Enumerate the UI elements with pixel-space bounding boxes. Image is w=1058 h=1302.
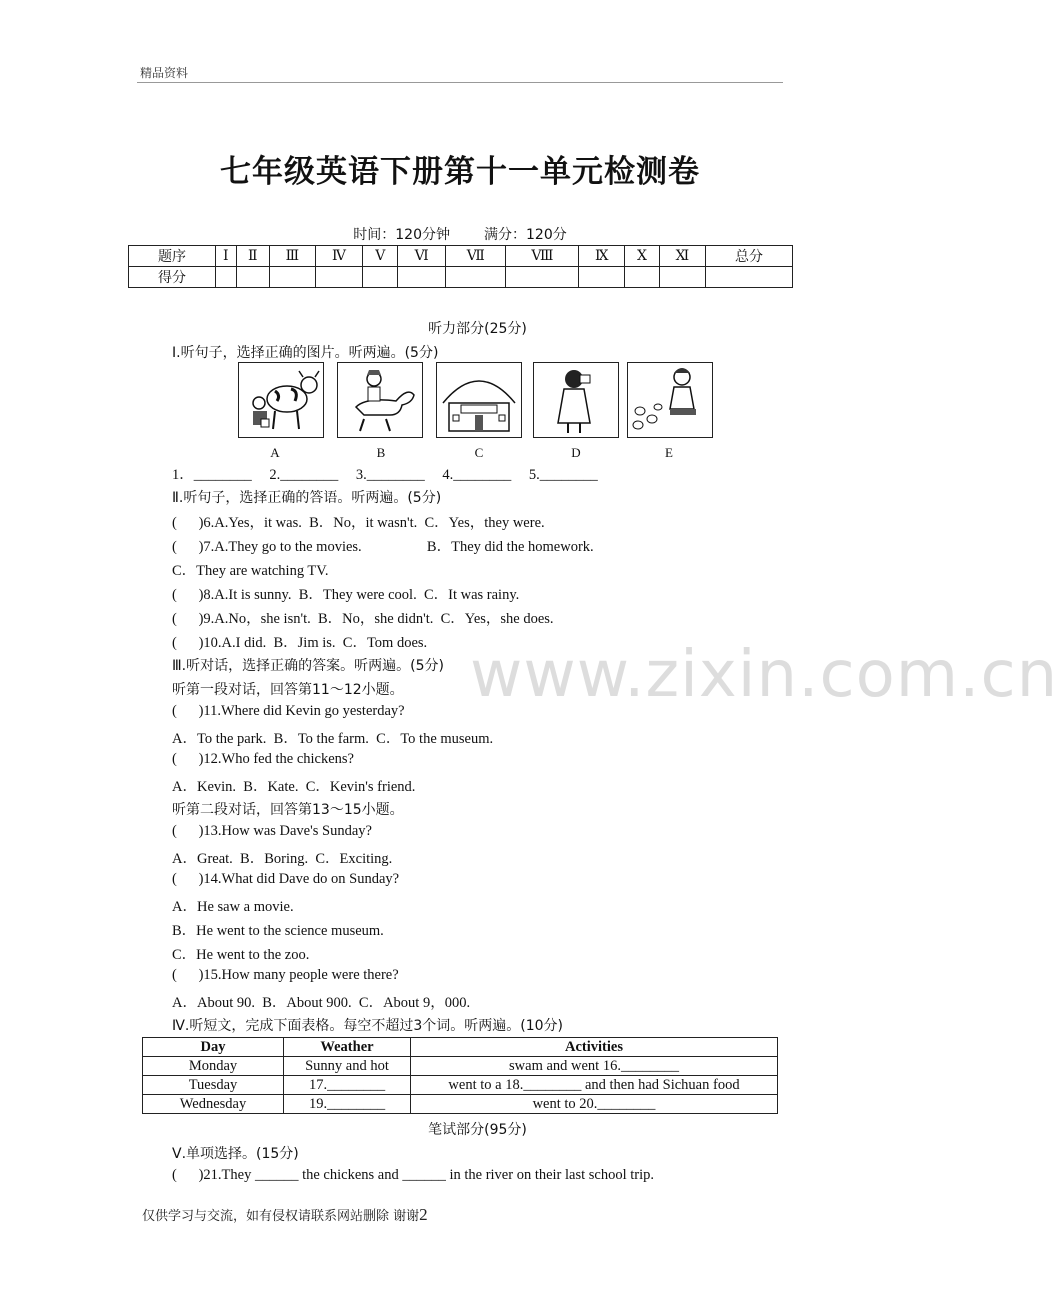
col-header-activities: Activities [411,1038,778,1057]
question-line: A．Kevin. B．Kate. C．Kevin's friend. [172,779,416,795]
picture-label-e: E [665,445,673,460]
table-cell: Monday [143,1057,284,1076]
score-cell[interactable] [236,267,269,288]
question-line: A．Great. B．Boring. C．Exciting. [172,851,393,867]
score-table-col-header: 总分 [706,246,793,267]
question-line: ( )21.They ______ the chickens and ______ in the river on their last school trip. [172,1167,655,1183]
question-line: ( )7.A.They go to the movies. B．They did the homework. [172,539,594,555]
picture-label-a: A [270,445,280,460]
part5-heading: Ⅴ.单项选择。(15分) [172,1146,299,1162]
question-line: ( )10.A.I did. B．Jim is. C．Tom does. [172,635,428,651]
page-number: 2 [419,1205,428,1224]
written-heading: 笔试部分(95分) [428,1122,527,1138]
question-line: A．To the park. B．To the farm. C．To the museum. [172,731,494,747]
score-cell[interactable] [579,267,625,288]
watermark: www.zixin.com.cn [470,638,1058,712]
header-label: 精品资料 [140,66,189,80]
score-table-col-header: Ⅶ [446,246,506,267]
part2-heading: Ⅱ.听句子，选择正确的答语。听两遍。(5分) [172,490,442,506]
score-header-row [129,246,793,267]
question-line: ( )6.A.Yes，it was. B．No，it wasn't. C．Yes，they were. [172,515,545,531]
score-cell[interactable] [216,267,237,288]
table-row [143,1057,778,1076]
time-limit: 时间：120分钟 [353,227,450,243]
question-line: ( )13.How was Dave's Sunday? [172,823,372,839]
answer-blank-4[interactable]: 4.________ [442,467,512,483]
table-cell[interactable]: 19.________ [284,1095,411,1114]
score-table-col-header: Ⅴ [363,246,398,267]
header-divider [137,82,783,83]
question-line: ( )14.What did Dave do on Sunday? [172,871,400,887]
picture-label-b: B [376,445,386,460]
score-table-col-header: Ⅳ [315,246,362,267]
girl-feeding-chickens-icon [627,362,713,438]
score-table-col-header: Ⅷ [506,246,579,267]
score-table-col-header: Ⅵ [398,246,446,267]
answer-blank-1[interactable]: 1．________ [172,467,252,483]
score-cell[interactable] [446,267,506,288]
full-score: 满分：120分 [484,227,567,243]
table-cell: Sunny and hot [284,1057,411,1076]
question-line: B．He went to the science museum. [172,923,384,939]
score-table-label: 得分 [129,267,216,288]
answer-blank-2[interactable]: 2.________ [269,467,339,483]
picture-label-c: C [474,445,484,460]
score-cell[interactable] [659,267,705,288]
part3-heading: Ⅲ.听对话，选择正确的答案。听两遍。(5分) [172,658,444,674]
activities-header-row [143,1038,778,1057]
col-header-weather: Weather [284,1038,411,1057]
score-cell[interactable] [269,267,315,288]
cow-milking-icon [238,362,324,438]
score-table-col-header: Ⅹ [625,246,660,267]
table-cell[interactable]: swam and went 16.________ [411,1057,778,1076]
score-table-col-header: Ⅱ [236,246,269,267]
table-row [143,1095,778,1114]
activities-table [142,1037,778,1114]
question-line: C．They are watching TV. [172,563,329,579]
score-cell[interactable] [625,267,660,288]
dialogue-instruction: 听第一段对话，回答第11～12小题。 [172,682,404,698]
question-line: C．He went to the zoo. [172,947,310,963]
score-cell[interactable] [506,267,579,288]
table-cell[interactable]: 17.________ [284,1076,411,1095]
boy-riding-horse-icon [337,362,423,438]
score-table-col-header: Ⅸ [579,246,625,267]
question-line: ( )8.A.It is sunny. B．They were cool. C．It was rainy. [172,587,520,603]
score-cell[interactable] [363,267,398,288]
footer-text: 仅供学习与交流，如有侵权请联系网站删除 谢谢 [142,1209,420,1224]
answer-blank-3[interactable]: 3.________ [355,467,425,483]
score-table-col-header: Ⅺ [659,246,705,267]
score-row [129,267,793,288]
table-cell: Tuesday [143,1076,284,1095]
table-row [143,1076,778,1095]
listening-heading: 听力部分(25分) [428,321,527,337]
score-table-col-header: Ⅰ [216,246,237,267]
question-line: A．He saw a movie. [172,899,294,915]
score-table [128,245,793,288]
col-header-day: Day [143,1038,284,1057]
question-line: ( )12.Who fed the chickens? [172,751,354,767]
part1-heading: Ⅰ.听句子，选择正确的图片。听两遍。(5分) [172,345,439,361]
exam-meta [0,224,920,244]
table-cell[interactable]: went to 20.________ [411,1095,778,1114]
answer-blank-5[interactable]: 5.________ [528,467,598,483]
score-cell[interactable] [398,267,446,288]
table-cell: Wednesday [143,1095,284,1114]
picture-label-d: D [571,445,581,460]
score-cell[interactable] [315,267,362,288]
score-table-col-header: Ⅲ [269,246,315,267]
question-line: ( )11.Where did Kevin go yesterday? [172,703,405,719]
museum-building-icon [436,362,522,438]
score-table-label: 题序 [129,246,216,267]
question-line: ( )9.A.No，she isn't. B．No，she didn't. C．Yes，she does. [172,611,554,627]
part1-answer-blanks [172,463,612,484]
question-line: A．About 90. B．About 900. C．About 9，000. [172,995,471,1011]
question-line: ( )15.How many people were there? [172,967,399,983]
girl-taking-photo-icon [533,362,619,438]
part4-heading: Ⅳ.听短文，完成下面表格。每空不超过3个词。听两遍。(10分) [172,1018,564,1034]
page-title: 七年级英语下册第十一单元检测卷 [220,154,700,190]
footer [142,1205,428,1225]
table-cell[interactable]: went to a 18.________ and then had Sichuan food [411,1076,778,1095]
score-cell[interactable] [706,267,793,288]
dialogue-instruction: 听第二段对话，回答第13～15小题。 [172,802,404,818]
